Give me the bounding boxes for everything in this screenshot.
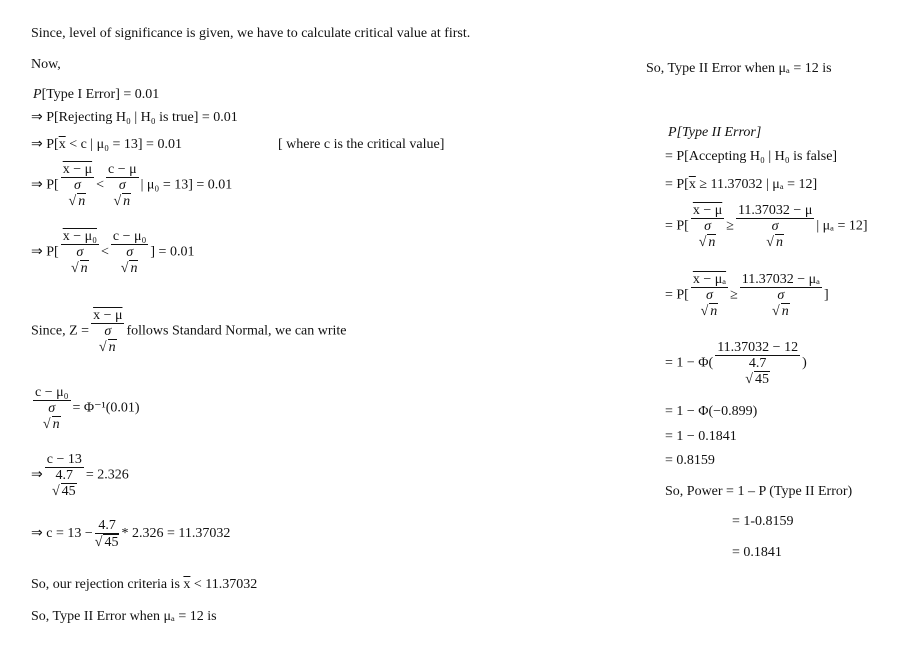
denominator-value: 4.7 bbox=[748, 356, 767, 371]
eq-type1-p: P bbox=[33, 87, 42, 102]
sqrt-n: n bbox=[78, 194, 86, 209]
sqrt-symbol: √ bbox=[51, 484, 60, 499]
sigma: σ bbox=[118, 178, 126, 193]
xbar: $\overline{x}$ bbox=[183, 577, 191, 592]
sqrt-symbol: √ bbox=[98, 340, 107, 355]
eq-std2-post: ] = 0.01 bbox=[150, 244, 195, 260]
sigma: σ bbox=[73, 178, 81, 193]
sqrt-symbol: √ bbox=[120, 261, 129, 276]
eq-phi-value: = 1 − Φ(−0.899) bbox=[665, 404, 758, 419]
numerator: x − μₐ bbox=[692, 272, 727, 287]
eq-beta-result: = 0.8159 bbox=[665, 453, 715, 468]
denominator bbox=[111, 245, 149, 276]
xbar: $\overline{x}$ bbox=[688, 177, 696, 192]
numerator: x − μ bbox=[692, 203, 723, 218]
sigma: σ bbox=[771, 219, 779, 234]
denominator bbox=[33, 401, 71, 432]
eq-std1-post: | μ₀ = 13] = 0.01 bbox=[140, 177, 233, 193]
numerator: x − μ bbox=[93, 308, 123, 323]
eq-rstd1-pre: = P[ bbox=[665, 218, 689, 234]
numerator: 11.37032 − μₐ bbox=[741, 272, 820, 287]
eq-rejecting: ⇒ P[Rejecting H₀ | H₀ is true] = 0.01 bbox=[31, 110, 238, 125]
eq-standardize-2 bbox=[31, 229, 194, 276]
numerator: 11.37032 − 12 bbox=[717, 340, 799, 355]
numerator: c − μ bbox=[108, 162, 137, 177]
denominator bbox=[61, 245, 99, 276]
denominator-value: 4.7 bbox=[55, 468, 74, 483]
numerator: c − μ₀ bbox=[112, 229, 147, 244]
power-step: = 1-0.8159 bbox=[732, 514, 794, 529]
sqrt-n: n bbox=[708, 235, 716, 250]
sigma: σ bbox=[104, 324, 112, 339]
sqrt-symbol: √ bbox=[70, 261, 79, 276]
numerator: 4.7 bbox=[95, 518, 120, 534]
lt-sign: < bbox=[100, 244, 109, 260]
eq-right-std-2 bbox=[665, 272, 829, 319]
sigma: σ bbox=[48, 401, 56, 416]
eq-inverse-rhs: = Φ⁻¹(0.01) bbox=[72, 400, 140, 416]
eq-critical-post: < c | μ₀ = 13] = 0.01 bbox=[65, 137, 182, 152]
eq-c-value bbox=[31, 518, 230, 550]
crit-post: < 11.37032 bbox=[190, 577, 258, 592]
sqrt-symbol: √ bbox=[113, 194, 122, 209]
fraction bbox=[691, 203, 724, 250]
sqrt-symbol: √ bbox=[698, 235, 707, 250]
eq-z-pre: ⇒ bbox=[31, 467, 43, 483]
eq-phi-fraction bbox=[665, 340, 807, 387]
numerator: 11.37032 − μ bbox=[737, 203, 813, 218]
xbar: $\overline{x}$ bbox=[58, 137, 66, 152]
eq-z-value bbox=[31, 452, 129, 499]
eq-standardize-1 bbox=[31, 162, 232, 209]
sigma: σ bbox=[706, 288, 713, 303]
sqrt-symbol: √ bbox=[42, 417, 51, 432]
sqrt-value: 45 bbox=[61, 484, 76, 499]
sigma: σ bbox=[777, 288, 785, 303]
eq-type1-rest: [Type I Error] = 0.01 bbox=[41, 87, 160, 102]
eq-accepting: = P[Accepting H₀ | H₀ is false] bbox=[665, 149, 838, 164]
sqrt-value: 45 bbox=[754, 372, 769, 387]
denominator bbox=[691, 219, 724, 250]
fraction bbox=[740, 272, 822, 319]
power-result: = 0.1841 bbox=[732, 545, 782, 560]
sqrt-n: n bbox=[52, 417, 60, 432]
numerator: c − μ₀ bbox=[35, 385, 69, 400]
type2-heading-left: So, Type II Error when μₐ = 12 is bbox=[31, 609, 217, 624]
eq-c-pre: ⇒ c = 13 − bbox=[31, 526, 93, 542]
denominator bbox=[691, 288, 728, 319]
eq-rstd2-pre: = P[ bbox=[665, 287, 689, 303]
numerator: x − μ bbox=[62, 162, 93, 177]
fraction bbox=[45, 452, 84, 499]
eq-rstd1-post: | μₐ = 12] bbox=[816, 218, 868, 234]
since-z-line bbox=[31, 308, 347, 355]
sigma: σ bbox=[126, 245, 134, 260]
denominator bbox=[736, 219, 814, 250]
eq-subtract: = 1 − 0.1841 bbox=[665, 429, 737, 444]
eq-inverse-phi bbox=[31, 385, 140, 432]
power-formula: So, Power = 1 – P (Type II Error) bbox=[665, 484, 853, 499]
denominator bbox=[95, 534, 120, 550]
now-label: Now, bbox=[31, 57, 61, 72]
eq-rstd2-post: ] bbox=[823, 287, 829, 303]
sqrt-n: n bbox=[130, 261, 138, 276]
denominator bbox=[61, 178, 94, 209]
fraction bbox=[106, 162, 139, 209]
sqrt-symbol: √ bbox=[745, 372, 753, 387]
sqrt-n: n bbox=[781, 304, 789, 319]
eq-std2-pre: ⇒ P[ bbox=[31, 244, 59, 260]
fraction bbox=[691, 272, 728, 319]
ge-sign: ≥ bbox=[730, 287, 738, 303]
sqrt-value: 45 bbox=[104, 535, 119, 550]
numerator: x − μ₀ bbox=[62, 229, 97, 244]
critical-note: [ where c is the critical value] bbox=[278, 137, 445, 152]
sigma: σ bbox=[76, 245, 84, 260]
fraction bbox=[111, 229, 149, 276]
denominator bbox=[91, 324, 124, 355]
fraction bbox=[91, 308, 124, 355]
denominator bbox=[106, 178, 139, 209]
denominator bbox=[45, 468, 84, 499]
since-z-post: follows Standard Normal, we can write bbox=[126, 323, 347, 339]
eq-type2: P[Type II Error] bbox=[668, 125, 762, 140]
fraction bbox=[33, 385, 71, 432]
sqrt-n: n bbox=[710, 304, 718, 319]
intro-text: Since, level of significance is given, we have to calculate critical value at first. bbox=[31, 26, 471, 41]
fraction bbox=[95, 518, 120, 550]
crit-pre: So, our rejection criteria is bbox=[31, 577, 184, 592]
since-z-pre: Since, Z = bbox=[31, 323, 90, 339]
eq-xbar-ge bbox=[665, 176, 817, 194]
sigma: σ bbox=[704, 219, 711, 234]
sqrt-symbol: √ bbox=[772, 304, 780, 319]
eq-critical-pre: ⇒ P[ bbox=[31, 137, 59, 152]
eq-critical bbox=[31, 136, 182, 154]
eq-z-rhs: = 2.326 bbox=[85, 467, 129, 483]
eq-right-std-1 bbox=[665, 203, 868, 250]
sqrt-n: n bbox=[123, 194, 131, 209]
eq-phi-pre: = 1 − Φ( bbox=[665, 355, 714, 371]
eq-xbar-pre: = P[ bbox=[665, 177, 689, 192]
denominator bbox=[740, 288, 822, 319]
sqrt-n: n bbox=[775, 235, 783, 250]
lt-sign: < bbox=[96, 177, 104, 193]
eq-phi-post: ) bbox=[802, 355, 807, 371]
eq-xbar-post: ≥ 11.37032 | μₐ = 12] bbox=[695, 177, 818, 192]
numerator: c − 13 bbox=[46, 452, 82, 467]
fraction bbox=[736, 203, 814, 250]
sqrt-symbol: √ bbox=[700, 304, 709, 319]
denominator bbox=[715, 356, 800, 387]
eq-type1 bbox=[33, 86, 159, 104]
sqrt-symbol: √ bbox=[68, 194, 77, 209]
sqrt-n: n bbox=[108, 340, 116, 355]
fraction bbox=[61, 229, 99, 276]
fraction bbox=[715, 340, 800, 387]
sqrt-symbol: √ bbox=[94, 535, 103, 550]
eq-c-rhs: * 2.326 = 11.37032 bbox=[121, 526, 231, 542]
eq-std1-pre: ⇒ P[ bbox=[31, 177, 59, 193]
sqrt-symbol: √ bbox=[766, 235, 774, 250]
rejection-criteria bbox=[31, 576, 257, 594]
type2-heading-right: So, Type II Error when μₐ = 12 is bbox=[646, 61, 832, 76]
ge-sign: ≥ bbox=[726, 218, 734, 234]
fraction bbox=[61, 162, 94, 209]
sqrt-n: n bbox=[80, 261, 88, 276]
